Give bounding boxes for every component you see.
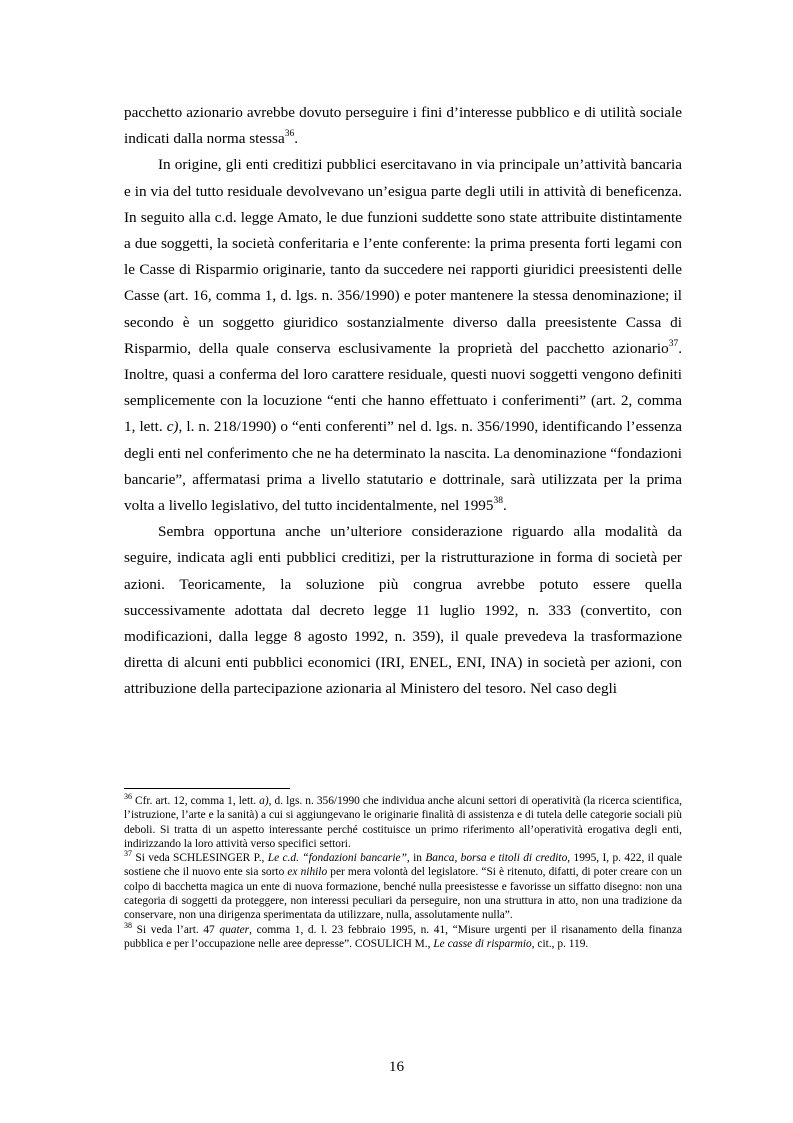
paragraph-3-text: Sembra opportuna anche un’ulteriore considerazione riguardo alla modalità da seguire, indicata agli enti pubblici creditizi, per la ristrutturazione in forma di società per azioni. Teoricamente, la soluzione più congrua avrebbe potuto essere quella successivamente adottata dal decreto legge 11 luglio 1992, n. 333 (convertito, con modificazioni, dalla legge 8 agosto 1992, n. 359), il quale prevedeva la trasformazione diretta di alcuni enti pubblici economici (IRI, ENEL, ENI, INA) in società per azioni, con attribuzione della partecipazione azionaria al Ministero del tesoro. Nel caso degli xyxy=(124,523,682,698)
footnote-38 xyxy=(124,920,682,952)
footnote-37-italic-c: ex nihilo xyxy=(287,866,328,879)
footnote-37-italic-a: Le c.d. “fondazioni bancarie” xyxy=(267,852,407,865)
footnote-38-italic-a: quater xyxy=(219,923,250,936)
paragraph-2-text-b: . Inoltre, quasi a conferma del loro carattere residuale, questi nuovi soggetti vengono definiti semplicemente con la locuzione “enti che hanno effettuato i conferimenti” (art. 2, comma 1, lett. xyxy=(124,339,682,436)
paragraph-1 xyxy=(124,100,682,152)
footnote-36-italic: a) xyxy=(259,795,269,807)
footnote-38-text-b: , comma 1, d. l. 23 febbraio 1995, n. 41, “Misure urgenti per il risanamento della finanza pubblica e per l’occupazione nelle aree depresse”. COSULICH M., xyxy=(124,923,682,950)
footnote-36 xyxy=(124,794,682,851)
paragraph-2 xyxy=(124,152,682,519)
footnote-separator xyxy=(124,788,290,789)
footnote-36-text-a: Cfr. art. 12, comma 1, lett. xyxy=(132,795,260,807)
paragraph-3 xyxy=(124,519,682,702)
paragraph-2-text-a: In origine, gli enti creditizi pubblici esercitavano in via principale un’attività bancaria e in via del tutto residuale devolvevano un’esigua parte degli utili in attività di beneficenza. In seguito alla c.d. legge Amato, le due funzioni suddette sono state attribuite distintamente a due soggetti, la società conferitaria e l’ente conferente: la prima presenta forti legami con le Casse di Risparmio originarie, tanto da succedere nei rapporti giuridici preesistenti delle Casse (art. 16, comma 1, d. lgs. n. 356/1990) e poter mantenere la stessa denominazione; il secondo è un soggetto giuridico sostanzialmente diverso dalla preesistente Cassa di Risparmio, della quale conserva esclusivamente la proprietà del pacchetto azionario xyxy=(124,156,682,357)
paragraph-1-tail: . xyxy=(294,130,298,148)
footnote-37-italic-b: Banca, borsa e titoli di credito xyxy=(425,852,568,865)
footnote-38-text-c: , cit., p. 119. xyxy=(531,937,589,950)
footnote-37-text-d: per mera volontà del legislatore. “Si è ritenuto, difatti, di poter creare con un colpo di bacchetta magica un ente di nuova formazione, benché nulla preesistesse e favorisse un siffatto disegno: non una categoria di soggetti da proteggere, non interessi peculiari da perseguire, non una struttura in atto, non una tradizione da conservare, non una dirigenza sperimentata da utilizzare, nulla, assolutamente nulla”. xyxy=(124,866,682,922)
footnote-ref-36[interactable]: 36 xyxy=(284,129,295,140)
footnote-ref-37[interactable]: 37 xyxy=(668,338,679,349)
page-number: 16 xyxy=(388,1058,405,1075)
footnote-37-text-b: , in xyxy=(406,852,426,865)
paragraph-2-text-c: , l. n. 218/1990) o “enti conferenti” nel d. lgs. n. 356/1990, identificando l’essenza degli enti nel conferimento che ne ha determinato la nascita. La denominazione “fondazioni bancarie”, affermatasi prima a livello statutario e dottrinale, sarà utilizzata per la prima volta a livello legislativo, del tutto incidentalmente, nel 1995 xyxy=(124,418,682,515)
paragraph-2-italic: c) xyxy=(166,418,179,436)
paragraph-2-tail: . xyxy=(502,497,507,515)
footnotes xyxy=(124,794,682,951)
footnote-37-text-a: Si veda SCHLESINGER P., xyxy=(132,852,268,865)
footnote-ref-38[interactable]: 38 xyxy=(493,495,503,506)
footnote-38-italic-b: Le casse di risparmio xyxy=(433,937,532,950)
footnote-38-number: 38 xyxy=(124,920,132,930)
footnote-36-text-b: , d. lgs. n. 356/1990 che individua anche alcuni settori di operatività (la ricerca scientifica, l’istruzione, l’arte e la sanità) a cui si aggiungevano le originarie finalità di assistenza e di tutela delle categorie sociali più deboli. Si tratta di un aspetto interessante perché costituisce un primo riferimento all’operatività erogativa degli enti, indirizzando la loro attività verso specifici settori. xyxy=(124,795,683,850)
footnote-37-text-c: , 1995, I, p. 422, il quale sostiene che il nuovo ente sia sorto xyxy=(124,852,683,879)
body-text xyxy=(124,100,682,703)
footnote-36-number: 36 xyxy=(124,792,132,802)
main-text xyxy=(124,100,682,703)
footnote-38-text-a: Si veda l’art. 47 xyxy=(132,923,220,936)
footnote-37-number: 37 xyxy=(124,849,132,859)
paragraph-1-text: pacchetto azionario avrebbe dovuto perseguire i fini d’interesse pubblico e di utilità sociale indicati dalla norma stessa xyxy=(124,104,682,148)
footnote-37 xyxy=(124,851,682,922)
